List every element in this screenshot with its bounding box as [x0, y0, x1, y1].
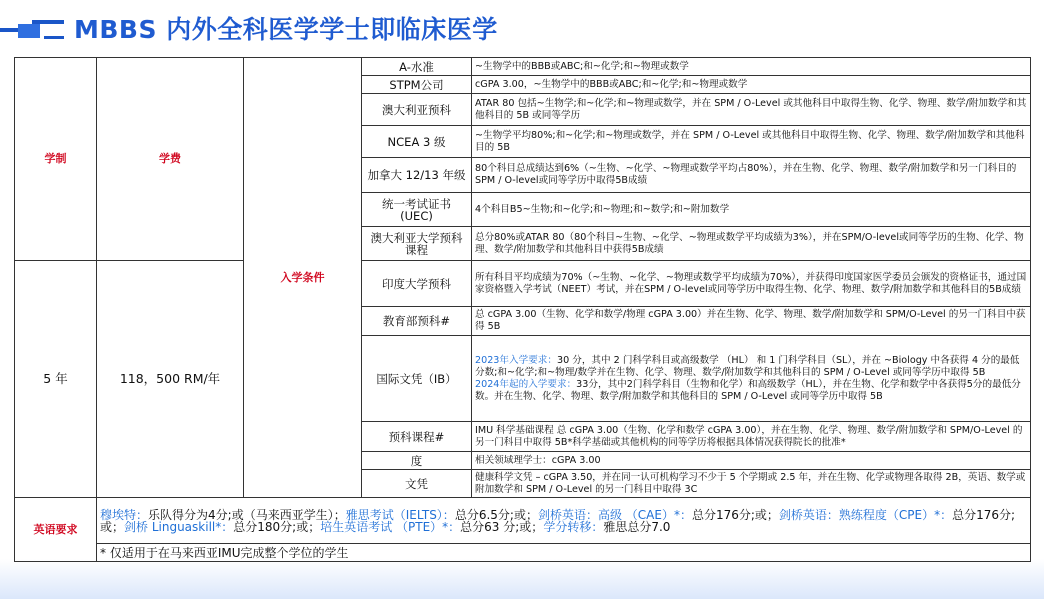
duration-header: 学制: [15, 58, 97, 261]
english-requirements: [97, 498, 1031, 544]
qualification-desc: cGPA 3.00，~生物学中的BBB或ABC;和~化学;和~物理或数学: [472, 76, 1031, 94]
english-segment: 总分176分;或；: [100, 507, 1016, 534]
english-segment: 雅思总分7.0: [603, 519, 671, 534]
logo-icon: [0, 12, 68, 40]
english-segment: 穆埃特：: [100, 507, 149, 522]
qualification-label: 文凭: [362, 470, 472, 498]
fee-header: 学费: [97, 58, 244, 261]
qualification-label: 教育部预科#: [362, 307, 472, 336]
qualification-desc: [472, 336, 1031, 422]
bottom-decoration: [0, 559, 1044, 599]
qualification-label: 统一考试证书 (UEC): [362, 193, 472, 227]
qualification-desc: 总 cGPA 3.00（生物、化学和数学/物理 cGPA 3.00）并在生物、化学、物理、数学/附加数学和 SPM/O-Level 的另一门科目中获得 5B: [472, 307, 1031, 336]
qualification-desc: 健康科学文凭 – cGPA 3.50，并在同一认可机构学习不少于 5 个学期或 2.5 年，并在生物、化学或物理各取得 2B，英语、数学或附加数学和 SPM / O-Level 的另一门科目中取得 3C: [472, 470, 1031, 498]
english-segment: 培生英语考试 （PTE）*：: [320, 519, 461, 534]
requirements-table: [14, 57, 1031, 562]
qualification-label: A-水准: [362, 58, 472, 76]
qualification-desc: ~生物学平均80%;和~化学;和~物理或数学，并在 SPM / O-Level 或其他科目中取得生物、化学、物理、数学/附加数学和其他科目的 5B: [472, 126, 1031, 158]
entry-header: 入学条件: [244, 58, 362, 498]
qualification-label: STPM公司: [362, 76, 472, 94]
qualification-desc: 相关领域理学士：cGPA 3.00: [472, 452, 1031, 470]
qualification-label: 度: [362, 452, 472, 470]
qualification-desc: 80个科目总成绩达到6%（~生物、~化学、~物理或数学平均占80%），并在生物、化学、物理、数学/附加数学和另一门科目的SPM / O-level或同等学历中取得5B成绩: [472, 158, 1031, 193]
english-segment: 学分转移：: [543, 519, 604, 534]
qualification-label: NCEA 3 级: [362, 126, 472, 158]
english-segment: 总分63 分;或；: [460, 519, 544, 534]
english-segment: 剑桥 Linguaskill*：: [124, 519, 234, 534]
qualification-label: 澳大利亚预科: [362, 94, 472, 126]
qualification-label: 加拿大 12/13 年级: [362, 158, 472, 193]
qualification-desc: ~生物学中的BBB或ABC;和~化学;和~物理或数学: [472, 58, 1031, 76]
qualification-desc: IMU 科学基础课程 总 cGPA 3.00（生物、化学和数学 cGPA 3.00），并在生物、化学、物理、数学/附加数学和 SPM/O-Level 的另一门科目中取得 5B*科学基础或其他机构的同等学历将根据具体情况获得院长的批准*: [472, 422, 1031, 452]
qualification-desc: ATAR 80 包括~生物学;和~化学;和~物理或数学，并在 SPM / O-Level 或其他科目中取得生物、化学、物理、数学/附加数学和其他科目的 5B 或同等学历: [472, 94, 1031, 126]
ib-2024-text: 33分，其中2门科学科目（生物和化学）和高级数学（HL），并在生物、化学和数学中各获得5分的最低分数。并在生物、化学、物理、数学/附加数学和其他科目的 SPM / O-Level 或同等学历中取得 5B: [475, 378, 1021, 402]
qualification-desc: 4个科目B5~生物;和~化学;和~物理;和~数学;和~附加数学: [472, 193, 1031, 227]
english-segment: 总分180分;或；: [233, 519, 321, 534]
qualification-label: 国际文凭（IB）: [362, 336, 472, 422]
page-header: [0, 0, 1044, 56]
page-title: MBBS 内外全科医学学士即临床医学: [74, 15, 498, 44]
english-segment: 乐队得分为4分;或（马来西亚学生）；: [148, 507, 346, 522]
english-segment: 剑桥英语：高级 （CAE）*：: [537, 507, 692, 522]
ib-2024-label: 2024年起的入学要求：: [475, 378, 577, 390]
english-segment: 剑桥英语：熟练程度（CPE）*：: [778, 507, 953, 522]
ib-2023-label: 2023年入学要求：: [475, 354, 557, 366]
qualification-desc: 所有科目平均成绩为70%（~生物、~化学、~物理或数学平均成绩为70%），并获得印度国家医学委员会颁发的资格证书，通过国家资格暨入学考试（NEET）考试，并在SPM / O-level或同等学历中取得生物、化学、物理、数学/附加数学和其他科目的5B成绩: [472, 261, 1031, 307]
footnote: * 仅适用于在马来西亚IMU完成整个学位的学生: [97, 544, 1031, 562]
english-segment: 总分6.5分;或；: [454, 507, 538, 522]
english-segment: 总分176分;或；: [691, 507, 779, 522]
qualification-label: 印度大学预科: [362, 261, 472, 307]
ib-2023-text: 30 分，其中 2 门科学科目或高级数学 （HL） 和 1 门科学科目（SL），并在 ~Biology 中各获得 4 分的最低分数;和~化学;和~物理/数学并在生物、化学、物理、数学/附加数学和其他科目的 SPM / O-Level 或同等学历中取得 5B: [475, 354, 1020, 378]
fee-value: 118，500 RM/年: [97, 261, 244, 498]
duration-value: 5 年: [15, 261, 97, 498]
qualification-desc: 总分80%或ATAR 80（80个科目~生物、~化学、~物理或数学平均成绩为3%），并在SPM/O-level或同等学历的生物、化学、物理、数学/附加数学和其他科目中获得5B成绩: [472, 227, 1031, 261]
english-header: 英语要求: [15, 498, 97, 562]
english-segment: 雅思考试（IELTS）：: [345, 507, 455, 522]
qualification-label: 预科课程#: [362, 422, 472, 452]
qualification-label: 澳大利亚大学预科课程: [362, 227, 472, 261]
